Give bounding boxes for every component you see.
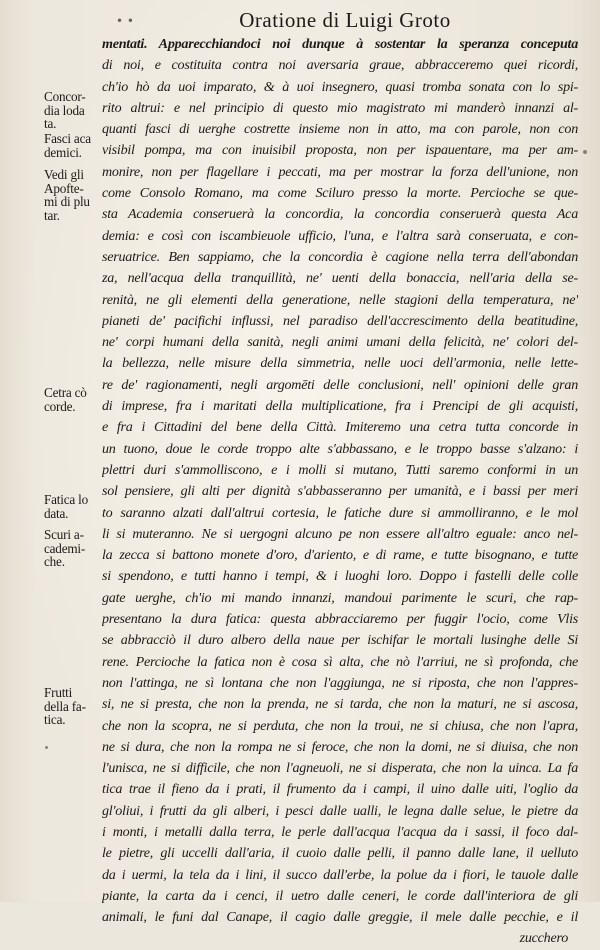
margin-note-line: tar.: [44, 207, 60, 223]
text-line: to saranno alzati dall'altrui cortesia, le fatiche dure si ammolliranno, e le mol: [102, 504, 578, 521]
margin-note-line: corde.: [44, 398, 76, 414]
margin-note-line: tica.: [44, 712, 66, 727]
text-line: le pietre, gli uccelli dall'aria, il cuoio dalle pelli, il panno dalle lane, il uelluto: [102, 845, 578, 862]
text-line: i monti, i metalli dalla terra, le perle dall'acqua l'acqua da i sassi, il foco dal-: [102, 823, 578, 840]
text-line: di noi, e costituita contra noi aversaria graue, abbracceremo quei ricordi,: [102, 57, 578, 74]
text-line: sol pensiere, gli alti per dignità s'abbasseranno per umanità, e i bassi per meri: [102, 483, 578, 500]
text-line: ch'io hò da uoi imparato, & à uoi insegnero, quasi tromba sonata con lo spi-: [102, 78, 578, 95]
text-line: piante, la carta da i cenci, il uetro dalle ceneri, le corde dall'interiora de gli: [102, 887, 578, 904]
margin-note-apoftemi: [44, 168, 102, 222]
text-line: renità, ne gli elementi della generatione, nelle stagioni della temperatura, ne': [102, 291, 578, 308]
margin-note-line: ta.: [44, 116, 57, 131]
margin-note-line: data.: [44, 505, 69, 521]
text-line: li si muteranno. Ne si uergogni alcuno pe non essere all'altro eguale: anco nel-: [102, 525, 578, 542]
text-line: za, nell'acqua della tranquillità, ne' uenti della bonaccia, nell'aria della se-: [102, 270, 578, 287]
text-line: tica trae il fieno da i prati, il frumento da i campi, il uino dalle uiti, l'oglio da: [102, 781, 578, 798]
margin-note-line: Fasci aca: [44, 131, 91, 146]
margin-note-line: demici.: [44, 144, 82, 160]
text-line: gl'oliui, i frutti da gli alberi, i pesci dalle ualli, le legna dalle selue, le pietre da: [102, 802, 578, 819]
text-line: animali, le funi dal Canape, il cagio dalle greggie, il mele dalle pecchie, e il: [102, 909, 578, 926]
margin-note-frutti: [44, 686, 102, 727]
text-line: sta Academia conseruerà la concordia, la concordia conseruerà questa Aca: [102, 206, 578, 223]
text-line: gate uerghe, ch'io mi mando innanzi, mandoui parimente le scuri, che rap-: [102, 589, 578, 606]
text-line: si spendono, e tutti hanno i tempi, & i luoghi loro. Doppo i fastelli delle colle: [102, 568, 578, 585]
text-line: mentati. Apparecchiandoci noi dunque à sostentar la speranza conceputa: [102, 36, 578, 52]
text-line: l'unisca, ne si difficile, che non l'agneuoli, ne si disperata, che non la uinca. La fa: [102, 760, 578, 777]
text-line: re de' ragionamenti, negli argomēti delle conclusioni, nell' opinioni delle gran: [102, 376, 578, 393]
margin-note-line: mi di plu: [44, 194, 90, 209]
margin-note-concordia: [44, 90, 102, 131]
ink-speck: [583, 150, 587, 154]
margin-note-line: Frutti: [44, 685, 73, 700]
margin-note-cetra: [44, 386, 102, 413]
text-line: si, ne si presta, che non la prenda, ne si tarda, che non la maturi, ne si ascosa,: [102, 696, 578, 713]
margin-note-line: Scuri a-: [44, 527, 84, 542]
margin-note-line: cademi-: [44, 540, 86, 556]
margin-note-line: Apofte-: [44, 180, 84, 196]
text-line: la zecca si battono monete d'oro, d'ariento, e di rame, e tutte bisognano, e tutte: [102, 547, 578, 564]
text-line: che non la scopra, ne si perduta, che non la troui, ne si chiusa, che non l'apra,: [102, 717, 578, 734]
margin-note-line: Vedi gli: [44, 167, 84, 182]
text-line: la bellezza, nelle misure della simmetria, nelle uoci dell'armonia, nelle lette-: [102, 355, 578, 372]
head-ornament: • •: [116, 14, 134, 28]
text-line: seruatrice. Ben sappiamo, che la concordia è cagione nella terra dell'abondan: [102, 248, 578, 265]
margin-note-fasci: [44, 132, 102, 159]
running-head: Oratione di Luigi Groto: [239, 8, 451, 32]
margin-note-line: dia loda: [44, 102, 85, 118]
margin-note-line: della fa-: [44, 698, 86, 714]
text-line: rene. Percioche la fatica non è cosa sì alta, che nò l'arriui, ne sì profonda, che: [102, 653, 578, 670]
text-line: se abbracciò il duro albero della naue per ischifar le mortali lusinghe delle Si: [102, 632, 578, 649]
text-line: demia: e così con iscambieuole ufficio, l'una, e l'altra sarà conseruata, e con-: [102, 227, 578, 244]
margin-note-scuri: [44, 528, 102, 569]
margin-note-line: che.: [44, 554, 65, 569]
text-line: un tuono, doue le corde troppo alte s'abbassano, e le troppo basse s'alzano: i: [102, 440, 578, 457]
text-line: pianeti de' pacifichi influssi, nel paradiso dell'accrescimento della beatitudine,: [102, 312, 578, 329]
text-line: presentano la dura fatica: questa abbracciaremo per fuggir l'ocio, come Vlis: [102, 611, 578, 628]
text-line: e fra i Cittadini del bene della Città. Imiteremo una cetra tutta concorde in: [102, 419, 578, 436]
text-line: da i uermi, la tela da i lini, il succo dall'erbe, la polue da i fiori, le tauole dalle: [102, 866, 578, 883]
margin-note-line: Concor-: [44, 89, 86, 104]
margin-note-line: Fatica lo: [44, 492, 88, 507]
text-line: come Consolo Romano, ma come Sciluro presso la morte. Percioche se que-: [102, 185, 578, 202]
margin-note-line: Cetra cò: [44, 385, 87, 400]
text-line: rito altrui: e nel principio di questo mio magistrato mi manderò innanzi al-: [102, 99, 578, 116]
text-line: ne' corpi humani della sanità, negli animi umani della felicità, ne' colori del-: [102, 334, 578, 351]
text-line: zucchero: [519, 930, 568, 947]
text-line: monire, non per flagellare i peccati, ma per mostrar la forza dell'unione, non: [102, 163, 578, 180]
text-line: quanti fasci di uerghe costrette insieme non in atto, ma con parole, non con: [102, 121, 578, 138]
margin-note-fatica: [44, 493, 102, 520]
text-line: ne si dura, che non la rompa ne si feroce, che non la domi, ne si diuisa, che non: [102, 738, 578, 755]
text-line: di imprese, fra i maritati della multiplicatione, fra i Prencipi de gli acquisti,: [102, 398, 578, 415]
ink-speck: [45, 746, 48, 749]
text-line: visibil pompa, ma con inuisibil proposta, non per ispauentare, ma per am-: [102, 142, 578, 159]
text-line: non l'attinga, ne sì lontana che non l'aggiunga, ne si riposta, che non l'appres-: [102, 674, 578, 691]
body-text: [102, 34, 578, 950]
text-line: plettri duri s'ammolliscono, e i molli si mutano, Tutti saremo conformi in un: [102, 461, 578, 478]
